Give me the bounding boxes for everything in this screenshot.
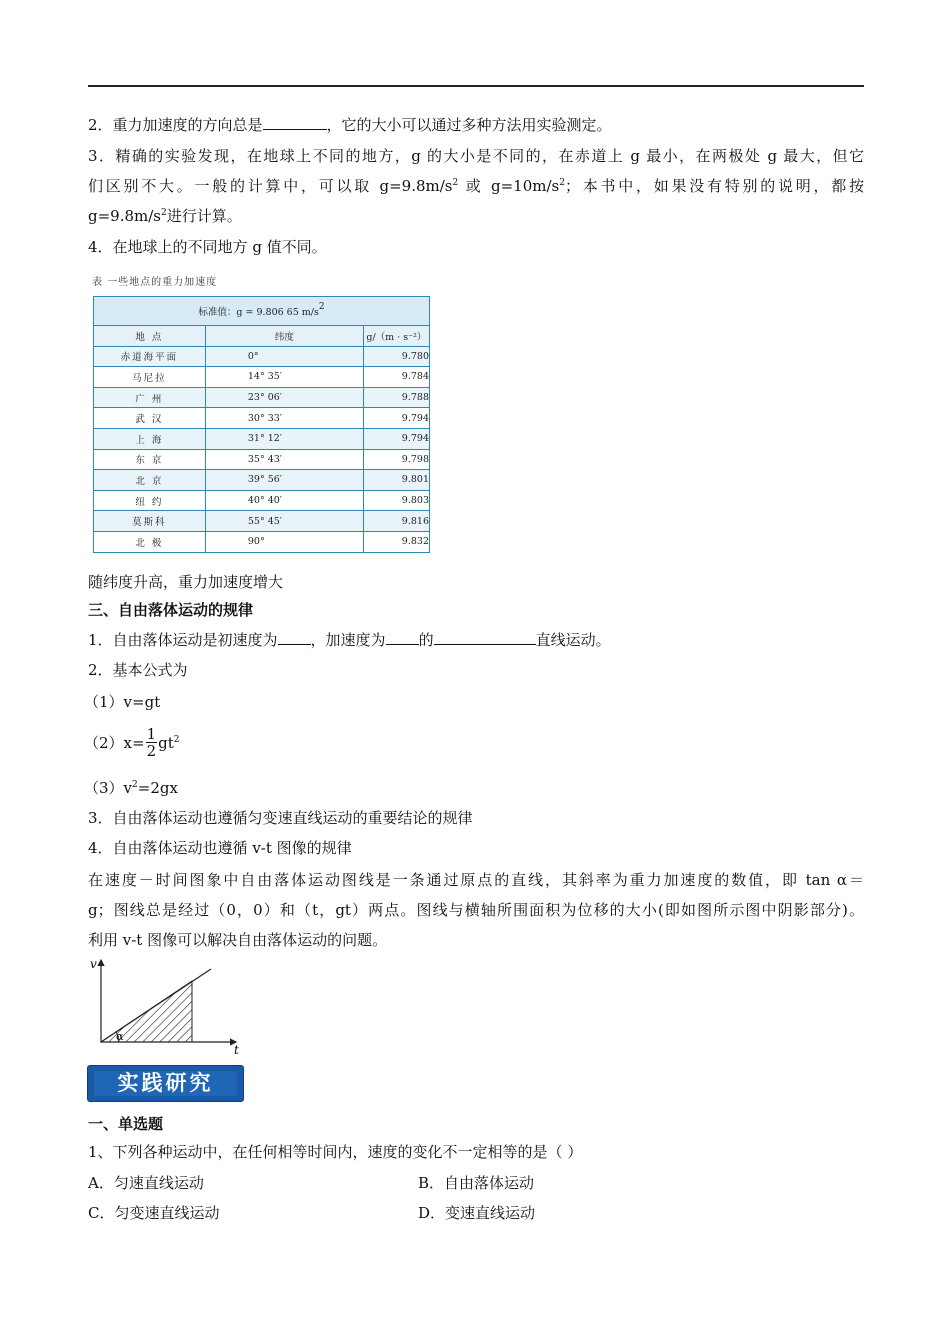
s3-item-4: 4．自由落体运动也遵循 v-t 图像的规律 <box>88 839 352 857</box>
table-row <box>94 470 430 491</box>
formula-2 <box>84 726 180 759</box>
t-label: t <box>234 1043 239 1057</box>
latitude-cell: 30° 33′ <box>205 408 363 429</box>
paragraph-4: 4．在地球上的不同地方 g 值不同。 <box>88 238 327 256</box>
v-label: v <box>90 957 97 971</box>
latitude-cell: 90° <box>205 531 363 552</box>
place-cell: 莫斯科 <box>94 511 206 532</box>
table-header-place: 地 点 <box>94 326 206 347</box>
table-row <box>94 387 430 408</box>
item-text: 直线运动。 <box>535 631 611 649</box>
latitude-cell: 55° 45′ <box>205 511 363 532</box>
superscript: 2 <box>173 734 180 745</box>
table-row <box>94 408 430 429</box>
option-d[interactable]: D．变速直线运动 <box>418 1204 536 1222</box>
table-row <box>94 367 430 388</box>
vt-graph <box>86 954 251 1058</box>
paragraph-3-line-1: 3．精确的实验发现，在地球上不同的地方，g 的大小是不同的，在赤道上 g 最小，在两极处 g 最大，但它 <box>88 147 864 165</box>
place-cell: 北 极 <box>94 531 206 552</box>
part-1-title: 一、单选题 <box>88 1115 164 1133</box>
gravity-table <box>93 296 430 553</box>
g-cell: 9.794 <box>363 408 429 429</box>
latitude-cell: 23° 06′ <box>205 387 363 408</box>
table-header-latitude: 纬度 <box>205 326 363 347</box>
table-row <box>94 428 430 449</box>
latitude-cell: 40° 40′ <box>205 490 363 511</box>
superscript: 2 <box>559 178 565 188</box>
s3-paragraph-line-2: g；图线总是经过（0，0）和（t，gt）两点。图线与横轴所围面积为位移的大小(即如图所示图中阴影部分)。 <box>88 901 864 919</box>
formula-text: （2）x= <box>84 734 145 752</box>
latitude-cell: 35° 43′ <box>205 449 363 470</box>
option-c[interactable]: C．匀变速直线运动 <box>88 1204 220 1222</box>
g-cell: 9.798 <box>363 449 429 470</box>
denominator: 2 <box>146 742 157 760</box>
para2-text-a: 2．重力加速度的方向总是 <box>88 116 263 134</box>
g-cell: 9.816 <box>363 511 429 532</box>
para3-text: 进行计算。 <box>166 207 242 225</box>
g-cell: 9.784 <box>363 367 429 388</box>
paragraph-3-line-3 <box>88 206 242 226</box>
formula-1: （1）v=gt <box>84 693 161 711</box>
superscript: 2 <box>132 780 138 790</box>
item-text: ，加速度为 <box>310 631 386 649</box>
place-cell: 赤道海平面 <box>94 346 206 367</box>
item-text: 的 <box>418 631 434 649</box>
place-cell: 纽 约 <box>94 490 206 511</box>
alpha-label: α <box>116 1030 124 1043</box>
s3-item-3: 3．自由落体运动也遵循匀变速直线运动的重要结论的规律 <box>88 809 473 827</box>
option-a[interactable]: A．匀速直线运动 <box>88 1174 204 1192</box>
superscript: 2 <box>161 208 167 218</box>
g-cell: 9.832 <box>363 531 429 552</box>
question-1-stem: 1、下列各种运动中，在任何相等时间内，速度的变化不一定相等的是（ ） <box>88 1143 583 1161</box>
superscript: 2 <box>452 178 459 188</box>
para2-text-b: ，它的大小可以通过多种方法用实验测定。 <box>326 116 612 134</box>
s3-paragraph-line-3: 利用 v-t 图像可以解决自由落体运动的问题。 <box>88 931 388 949</box>
table-row <box>94 511 430 532</box>
formula-text: （3）v <box>84 779 133 797</box>
table-note: 随纬度升高，重力加速度增大 <box>88 573 284 591</box>
item-text: 1．自由落体运动是初速度为 <box>88 631 278 649</box>
formula-text: =2gx <box>137 779 178 797</box>
answer-blank <box>263 115 327 130</box>
g-cell: 9.801 <box>363 470 429 491</box>
answer-blank <box>386 630 419 645</box>
table-caption: 表 一些地点的重力加速度 <box>92 277 218 288</box>
place-cell: 北 京 <box>94 470 206 491</box>
formula-3 <box>84 778 178 798</box>
place-cell: 东 京 <box>94 449 206 470</box>
table-row <box>94 449 430 470</box>
g-cell: 9.788 <box>363 387 429 408</box>
answer-blank <box>278 630 311 645</box>
para3-text: ；本书中，如果没有特别的说明，都按 <box>564 177 864 195</box>
table-row <box>94 346 430 367</box>
formula-text <box>158 734 179 752</box>
place-cell: 上 海 <box>94 428 206 449</box>
answer-blank <box>434 630 536 645</box>
badge-label: 实践研究 <box>94 1071 237 1096</box>
g-cell: 9.803 <box>363 490 429 511</box>
fraction <box>146 726 158 759</box>
table-standard-value <box>94 297 430 326</box>
place-cell: 马尼拉 <box>94 367 206 388</box>
superscript: 2 <box>318 302 325 312</box>
option-b[interactable]: B．自由落体运动 <box>418 1174 535 1192</box>
practice-badge <box>87 1065 244 1102</box>
paragraph-2 <box>88 115 612 135</box>
latitude-cell: 0° <box>205 346 363 367</box>
para3-text: g=9.8m/s <box>88 207 162 225</box>
para3-text: 或 g=10m/s <box>458 177 560 195</box>
section-3-title: 三、自由落体运动的规律 <box>88 601 254 619</box>
s3-item-2: 2．基本公式为 <box>88 661 188 679</box>
g-cell: 9.780 <box>363 346 429 367</box>
g-cell: 9.794 <box>363 428 429 449</box>
latitude-cell: 14° 35′ <box>205 367 363 388</box>
s3-paragraph-line-1: 在速度－时间图象中自由落体运动图线是一条通过原点的直线，其斜率为重力加速度的数值，即 tan α＝ <box>88 871 864 889</box>
table-row <box>94 490 430 511</box>
place-cell: 广 州 <box>94 387 206 408</box>
standard-text: 标准值：g = 9.806 65 m/s <box>198 307 319 318</box>
paragraph-3-line-2 <box>88 176 864 196</box>
place-cell: 武 汉 <box>94 408 206 429</box>
latitude-cell: 31° 12′ <box>205 428 363 449</box>
header-rule <box>88 85 864 87</box>
formula-text: gt <box>158 733 174 752</box>
table-header-g: g/（m · s⁻²） <box>363 326 429 347</box>
s3-item-1 <box>88 630 611 650</box>
para3-text: 们区别不大。一般的计算中，可以取 g=9.8m/s <box>88 177 453 195</box>
latitude-cell: 39° 56′ <box>205 470 363 491</box>
table-row <box>94 531 430 552</box>
numerator: 1 <box>146 725 157 743</box>
